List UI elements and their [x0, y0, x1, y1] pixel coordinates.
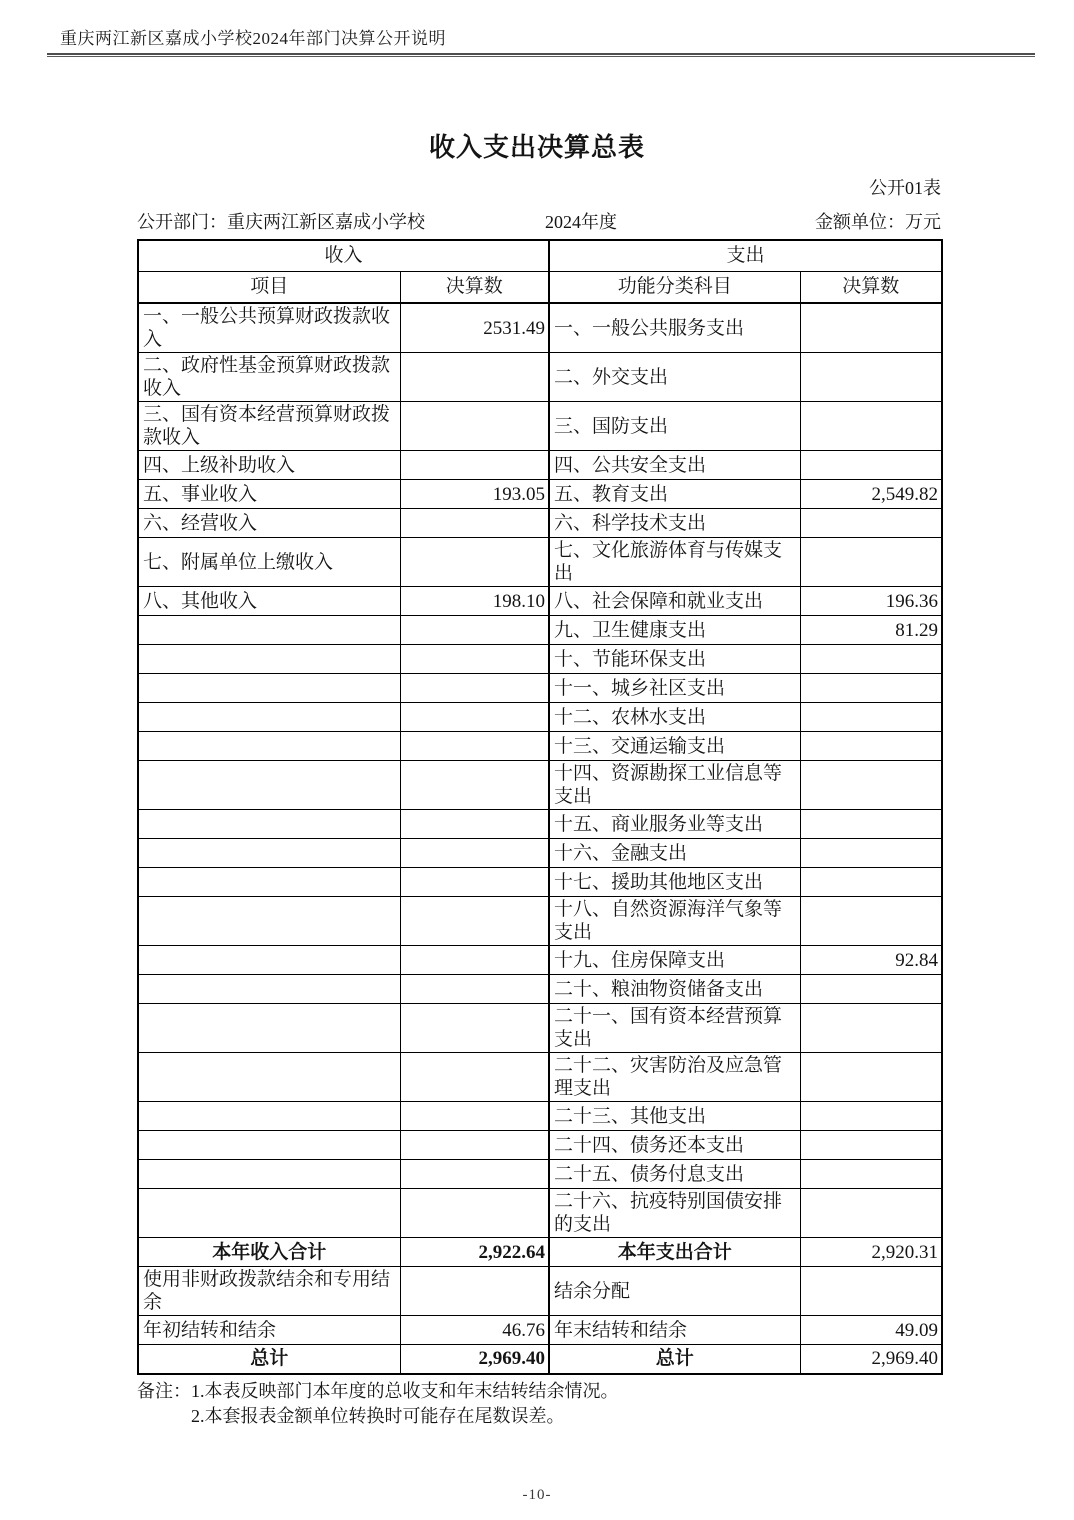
expense-value-cell — [800, 402, 942, 451]
income-item-cell — [138, 946, 400, 975]
income-value-cell — [400, 451, 549, 480]
expense-value-cell: 2,920.31 — [800, 1238, 942, 1267]
table-row — [138, 761, 942, 810]
expense-item-cell: 十九、住房保障支出 — [549, 946, 800, 975]
income-value-cell — [400, 946, 549, 975]
table-row — [138, 897, 942, 946]
income-item-cell — [138, 897, 400, 946]
income-item-cell — [138, 868, 400, 897]
expense-item-cell: 二十四、债务还本支出 — [549, 1131, 800, 1160]
income-item-cell: 本年收入合计 — [138, 1238, 400, 1267]
income-value-cell — [400, 839, 549, 868]
income-item-cell — [138, 1131, 400, 1160]
income-item-cell: 五、事业收入 — [138, 480, 400, 509]
header-rule — [47, 53, 1035, 57]
expense-item-cell: 四、公共安全支出 — [549, 451, 800, 480]
table-row — [138, 509, 942, 538]
income-value-cell — [400, 1004, 549, 1053]
income-value-cell: 46.76 — [400, 1316, 549, 1345]
accounts-table — [137, 239, 943, 1375]
footnote-line: 2.本套报表金额单位转换时可能存在尾数误差。 — [191, 1405, 565, 1426]
expense-item-column-header: 功能分类科目 — [549, 271, 800, 303]
expense-value-cell: 2,969.40 — [800, 1345, 942, 1374]
income-value-cell: 198.10 — [400, 587, 549, 616]
expense-item-cell: 十五、商业服务业等支出 — [549, 810, 800, 839]
fiscal-year-label: 2024年度 — [545, 212, 617, 232]
income-value-cell — [400, 1053, 549, 1102]
expense-item-cell: 二十、粮油物资储备支出 — [549, 975, 800, 1004]
department-label: 公开部门：重庆两江新区嘉成小学校 — [137, 212, 425, 232]
table-row — [138, 353, 942, 402]
expense-value-column-header: 决算数 — [800, 271, 942, 303]
table-row — [138, 1238, 942, 1267]
table-row — [138, 451, 942, 480]
expense-item-cell: 五、教育支出 — [549, 480, 800, 509]
income-value-cell — [400, 538, 549, 587]
table-row — [138, 480, 942, 509]
expense-value-cell — [800, 353, 942, 402]
table-code-label: 公开01表 — [869, 178, 941, 198]
income-item-cell: 三、国有资本经营预算财政拨款收入 — [138, 402, 400, 451]
expense-value-cell — [800, 810, 942, 839]
income-value-cell — [400, 703, 549, 732]
table-row — [138, 616, 942, 645]
table-row — [138, 1131, 942, 1160]
income-value-cell — [400, 1267, 549, 1316]
expense-value-cell — [800, 509, 942, 538]
income-value-cell: 2531.49 — [400, 303, 549, 353]
expense-item-cell: 结余分配 — [549, 1267, 800, 1316]
expense-value-cell — [800, 1131, 942, 1160]
income-value-cell — [400, 1189, 549, 1238]
table-row — [138, 732, 942, 761]
income-value-cell — [400, 616, 549, 645]
income-item-cell: 总计 — [138, 1345, 400, 1374]
expense-item-cell: 十四、资源勘探工业信息等支出 — [549, 761, 800, 810]
income-group-header: 收入 — [138, 240, 549, 271]
expense-value-cell — [800, 538, 942, 587]
expense-item-cell: 三、国防支出 — [549, 402, 800, 451]
expense-item-cell: 二十二、灾害防治及应急管理支出 — [549, 1053, 800, 1102]
running-header-title: 重庆两江新区嘉成小学校2024年部门决算公开说明 — [60, 29, 446, 48]
report-title: 收入支出决算总表 — [428, 133, 645, 162]
report-meta-row — [137, 208, 941, 232]
expense-value-cell — [800, 975, 942, 1004]
table-row — [138, 703, 942, 732]
income-item-cell — [138, 1004, 400, 1053]
expense-item-cell: 十二、农林水支出 — [549, 703, 800, 732]
table-row — [138, 1004, 942, 1053]
expense-value-cell — [800, 1189, 942, 1238]
income-value-column-header: 决算数 — [400, 271, 549, 303]
income-item-cell: 八、其他收入 — [138, 587, 400, 616]
footnote-line: 1.本表反映部门本年度的总收支和年末结转结余情况。 — [191, 1380, 619, 1401]
expense-value-cell: 2,549.82 — [800, 480, 942, 509]
income-item-cell — [138, 761, 400, 810]
expense-group-header: 支出 — [549, 240, 942, 271]
expense-value-cell — [800, 451, 942, 480]
expense-value-cell — [800, 703, 942, 732]
table-row — [138, 868, 942, 897]
expense-item-cell: 七、文化旅游体育与传媒支出 — [549, 538, 800, 587]
expense-item-cell: 八、社会保障和就业支出 — [549, 587, 800, 616]
expense-value-cell — [800, 1053, 942, 1102]
income-item-cell — [138, 975, 400, 1004]
table-row — [138, 1053, 942, 1102]
income-value-cell — [400, 732, 549, 761]
income-value-cell — [400, 674, 549, 703]
expense-value-cell — [800, 897, 942, 946]
expense-item-cell: 十七、援助其他地区支出 — [549, 868, 800, 897]
table-row — [138, 303, 942, 353]
expense-value-cell — [800, 1004, 942, 1053]
table-row — [138, 810, 942, 839]
income-item-column-header: 项目 — [138, 271, 400, 303]
income-value-cell — [400, 975, 549, 1004]
table-row — [138, 645, 942, 674]
table-row — [138, 674, 942, 703]
footnotes — [137, 1379, 1074, 1429]
expense-value-cell — [800, 761, 942, 810]
column-header-row — [138, 271, 942, 303]
expense-value-cell — [800, 674, 942, 703]
income-value-cell — [400, 1160, 549, 1189]
income-item-cell — [138, 616, 400, 645]
table-row — [138, 1316, 942, 1345]
expense-item-cell: 六、科学技术支出 — [549, 509, 800, 538]
income-item-cell: 六、经营收入 — [138, 509, 400, 538]
income-item-cell — [138, 732, 400, 761]
table-row — [138, 946, 942, 975]
expense-item-cell: 总计 — [549, 1345, 800, 1374]
expense-item-cell: 十八、自然资源海洋气象等支出 — [549, 897, 800, 946]
expense-value-cell — [800, 1267, 942, 1316]
income-value-cell — [400, 1131, 549, 1160]
expense-item-cell: 本年支出合计 — [549, 1238, 800, 1267]
income-item-cell — [138, 810, 400, 839]
income-value-cell — [400, 897, 549, 946]
expense-item-cell: 二十六、抗疫特别国债安排的支出 — [549, 1189, 800, 1238]
table-row — [138, 1345, 942, 1374]
income-item-cell — [138, 1189, 400, 1238]
table-row — [138, 1189, 942, 1238]
income-value-cell: 193.05 — [400, 480, 549, 509]
expense-value-cell — [800, 1160, 942, 1189]
table-row — [138, 1160, 942, 1189]
income-value-cell — [400, 868, 549, 897]
expense-value-cell — [800, 645, 942, 674]
table-row — [138, 587, 942, 616]
expense-value-cell — [800, 303, 942, 353]
group-header-row — [138, 240, 942, 271]
footnotes-label: 备注： — [137, 1380, 191, 1401]
income-item-cell — [138, 703, 400, 732]
expense-value-cell — [800, 839, 942, 868]
expense-item-cell: 二、外交支出 — [549, 353, 800, 402]
income-value-cell — [400, 645, 549, 674]
table-row — [138, 538, 942, 587]
expense-item-cell: 十一、城乡社区支出 — [549, 674, 800, 703]
income-item-cell: 二、政府性基金预算财政拨款收入 — [138, 353, 400, 402]
amount-unit-label: 金额单位：万元 — [815, 212, 941, 232]
income-item-cell — [138, 1160, 400, 1189]
expense-value-cell — [800, 868, 942, 897]
income-item-cell: 七、附属单位上缴收入 — [138, 538, 400, 587]
page-number: -10- — [522, 1487, 552, 1503]
expense-value-cell — [800, 1102, 942, 1131]
expense-item-cell: 二十一、国有资本经营预算支出 — [549, 1004, 800, 1053]
income-item-cell — [138, 674, 400, 703]
expense-item-cell: 十六、金融支出 — [549, 839, 800, 868]
expense-value-cell: 92.84 — [800, 946, 942, 975]
expense-item-cell: 九、卫生健康支出 — [549, 616, 800, 645]
expense-value-cell — [800, 732, 942, 761]
income-item-cell: 四、上级补助收入 — [138, 451, 400, 480]
income-item-cell — [138, 1053, 400, 1102]
table-row — [138, 1267, 942, 1316]
income-value-cell — [400, 1102, 549, 1131]
income-value-cell — [400, 402, 549, 451]
expense-item-cell: 二十五、债务付息支出 — [549, 1160, 800, 1189]
income-value-cell — [400, 353, 549, 402]
income-value-cell — [400, 761, 549, 810]
expense-item-cell: 年末结转和结余 — [549, 1316, 800, 1345]
income-value-cell: 2,969.40 — [400, 1345, 549, 1374]
table-row — [138, 1102, 942, 1131]
expense-value-cell: 49.09 — [800, 1316, 942, 1345]
expense-item-cell: 十、节能环保支出 — [549, 645, 800, 674]
income-value-cell: 2,922.64 — [400, 1238, 549, 1267]
income-item-cell: 一、一般公共预算财政拨款收入 — [138, 303, 400, 353]
income-item-cell — [138, 1102, 400, 1131]
table-row — [138, 839, 942, 868]
income-item-cell: 年初结转和结余 — [138, 1316, 400, 1345]
expense-item-cell: 一、一般公共服务支出 — [549, 303, 800, 353]
income-item-cell: 使用非财政拨款结余和专用结余 — [138, 1267, 400, 1316]
table-row — [138, 975, 942, 1004]
expense-value-cell: 81.29 — [800, 616, 942, 645]
income-item-cell — [138, 645, 400, 674]
running-header — [47, 28, 1035, 57]
expense-item-cell: 十三、交通运输支出 — [549, 732, 800, 761]
expense-item-cell: 二十三、其他支出 — [549, 1102, 800, 1131]
income-value-cell — [400, 810, 549, 839]
table-row — [138, 402, 942, 451]
income-item-cell — [138, 839, 400, 868]
income-value-cell — [400, 509, 549, 538]
expense-value-cell: 196.36 — [800, 587, 942, 616]
